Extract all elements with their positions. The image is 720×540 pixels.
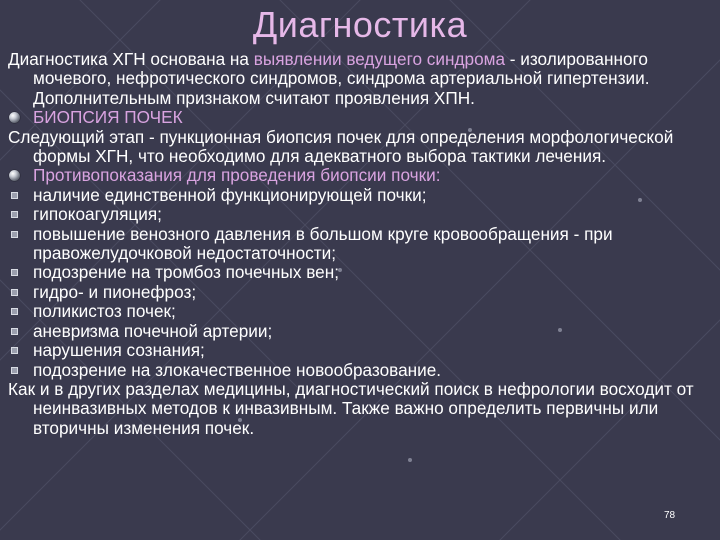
- list-item: [8, 205, 716, 224]
- biopsy-heading: БИОПСИЯ ПОЧЕК: [33, 107, 183, 128]
- conclusion-paragraph: Как и в других разделах медицины, диагностический поиск в нефрологии восходит от неинвазивных методов к инвазивным. Также важно определить первичны или вторичны изменения почек.: [8, 378, 694, 438]
- list-item: [8, 361, 716, 380]
- page-number: 78: [664, 510, 676, 521]
- list-item: [8, 341, 716, 360]
- square-bullet-icon: [11, 231, 18, 238]
- sphere-bullet-icon: [9, 170, 20, 181]
- next-step-paragraph: Следующий этап - пункционная биопсия почек для определения морфологической формы ХГН, что необходимо для адекватного выбора тактики лечения.: [8, 126, 674, 167]
- list-item-text: наличие единственной функционирующей почки;: [33, 184, 427, 205]
- list-item-text: повышение венозного давления в большом круге кровообращения - при правожелудочковой недостаточности;: [33, 223, 613, 264]
- list-item-text: аневризма почечной артерии;: [33, 320, 273, 341]
- list-item: [8, 186, 716, 205]
- leading-syndrome-highlight: выявлении ведущего синдрома: [253, 49, 505, 69]
- list-item: [8, 302, 716, 321]
- square-bullet-icon: [11, 328, 18, 335]
- list-item: [8, 322, 716, 341]
- list-item-text: поликистоз почек;: [33, 301, 176, 322]
- list-item: [8, 225, 716, 264]
- square-bullet-icon: [11, 308, 18, 315]
- intro-text-start: Диагностика ХГН основана на: [8, 49, 254, 69]
- list-item: [8, 263, 716, 282]
- square-bullet-icon: [11, 211, 18, 218]
- contraindications-heading: Противопоказания для проведения биопсии почки:: [33, 165, 441, 186]
- slide-title: Диагностика: [252, 4, 468, 45]
- square-bullet-icon: [11, 269, 18, 276]
- square-bullet-icon: [11, 347, 18, 354]
- square-bullet-icon: [11, 367, 18, 374]
- list-item-text: нарушения сознания;: [33, 340, 205, 361]
- list-item: [8, 283, 716, 302]
- contraindications-heading-item: [8, 166, 716, 185]
- intro-text-end: - изолированного мочевого, нефротического синдромов, синдрома артериальной гипертензии. Дополнительным признаком считают проявления ХПН.: [33, 49, 650, 108]
- square-bullet-icon: [11, 289, 18, 296]
- intro-paragraph: [8, 50, 716, 108]
- list-item-text: гидро- и пионефроз;: [33, 281, 197, 302]
- slide-content: [8, 50, 716, 438]
- list-item-text: гипокоагуляция;: [33, 204, 162, 225]
- biopsy-heading-item: [8, 108, 716, 127]
- list-item-text: подозрение на злокачественное новообразование.: [33, 359, 442, 380]
- square-bullet-icon: [11, 192, 18, 199]
- list-item-text: подозрение на тромбоз почечных вен;: [33, 262, 339, 283]
- sphere-bullet-icon: [9, 112, 20, 123]
